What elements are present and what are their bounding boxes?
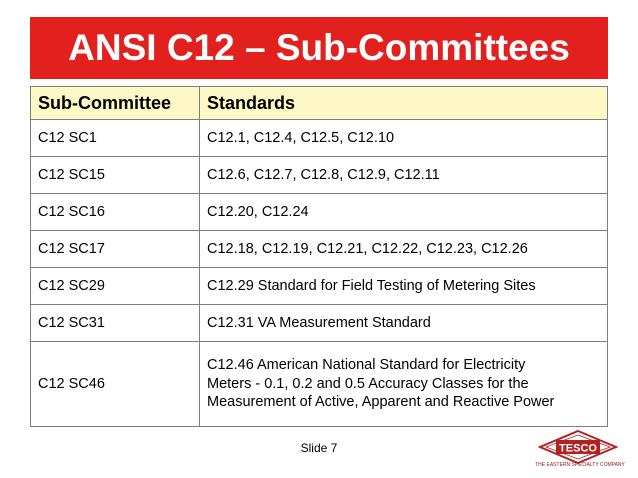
- standards-cell: C12.1, C12.4, C12.5, C12.10: [200, 120, 608, 157]
- table-row: [31, 120, 608, 157]
- table-row: [31, 194, 608, 231]
- slide-title: ANSI C12 – Sub-Committees: [68, 27, 570, 68]
- standards-line: Meters - 0.1, 0.2 and 0.5 Accuracy Classes for the: [207, 375, 529, 392]
- committee-cell: C12 SC17: [31, 231, 200, 268]
- committee-cell: C12 SC29: [31, 268, 200, 305]
- committee-cell: C12 SC16: [31, 194, 200, 231]
- table-row: [31, 268, 608, 305]
- table-row: [31, 231, 608, 268]
- table-row: [31, 305, 608, 342]
- title-banner: [30, 17, 608, 79]
- standards-cell: C12.18, C12.19, C12.21, C12.22, C12.23, C12.26: [200, 231, 608, 268]
- logo-tagline: THE EASTERN SPECIALTY COMPANY: [535, 462, 625, 468]
- standards-cell: [200, 342, 608, 427]
- table-header-row: [31, 87, 608, 120]
- slide-number: Slide 7: [300, 441, 338, 455]
- subcommittee-table: [30, 86, 608, 427]
- committee-cell: C12 SC1: [31, 120, 200, 157]
- table-row: [31, 342, 608, 427]
- header-subcommittee: Sub-Committee: [31, 87, 200, 120]
- standards-line: Measurement of Active, Apparent and Reactive Power: [207, 394, 555, 411]
- committee-cell: C12 SC31: [31, 305, 200, 342]
- committee-cell: C12 SC15: [31, 157, 200, 194]
- standards-cell: C12.20, C12.24: [200, 194, 608, 231]
- standards-cell: C12.29 Standard for Field Testing of Metering Sites: [200, 268, 608, 305]
- standards-line: C12.46 American National Standard for Electricity: [207, 357, 526, 374]
- header-standards: Standards: [200, 87, 608, 120]
- standards-cell: C12.6, C12.7, C12.8, C12.9, C12.11: [200, 157, 608, 194]
- logo-text: TESCO: [559, 442, 597, 455]
- standards-cell: C12.31 VA Measurement Standard: [200, 305, 608, 342]
- committee-cell: C12 SC46: [31, 342, 200, 427]
- table-row: [31, 157, 608, 194]
